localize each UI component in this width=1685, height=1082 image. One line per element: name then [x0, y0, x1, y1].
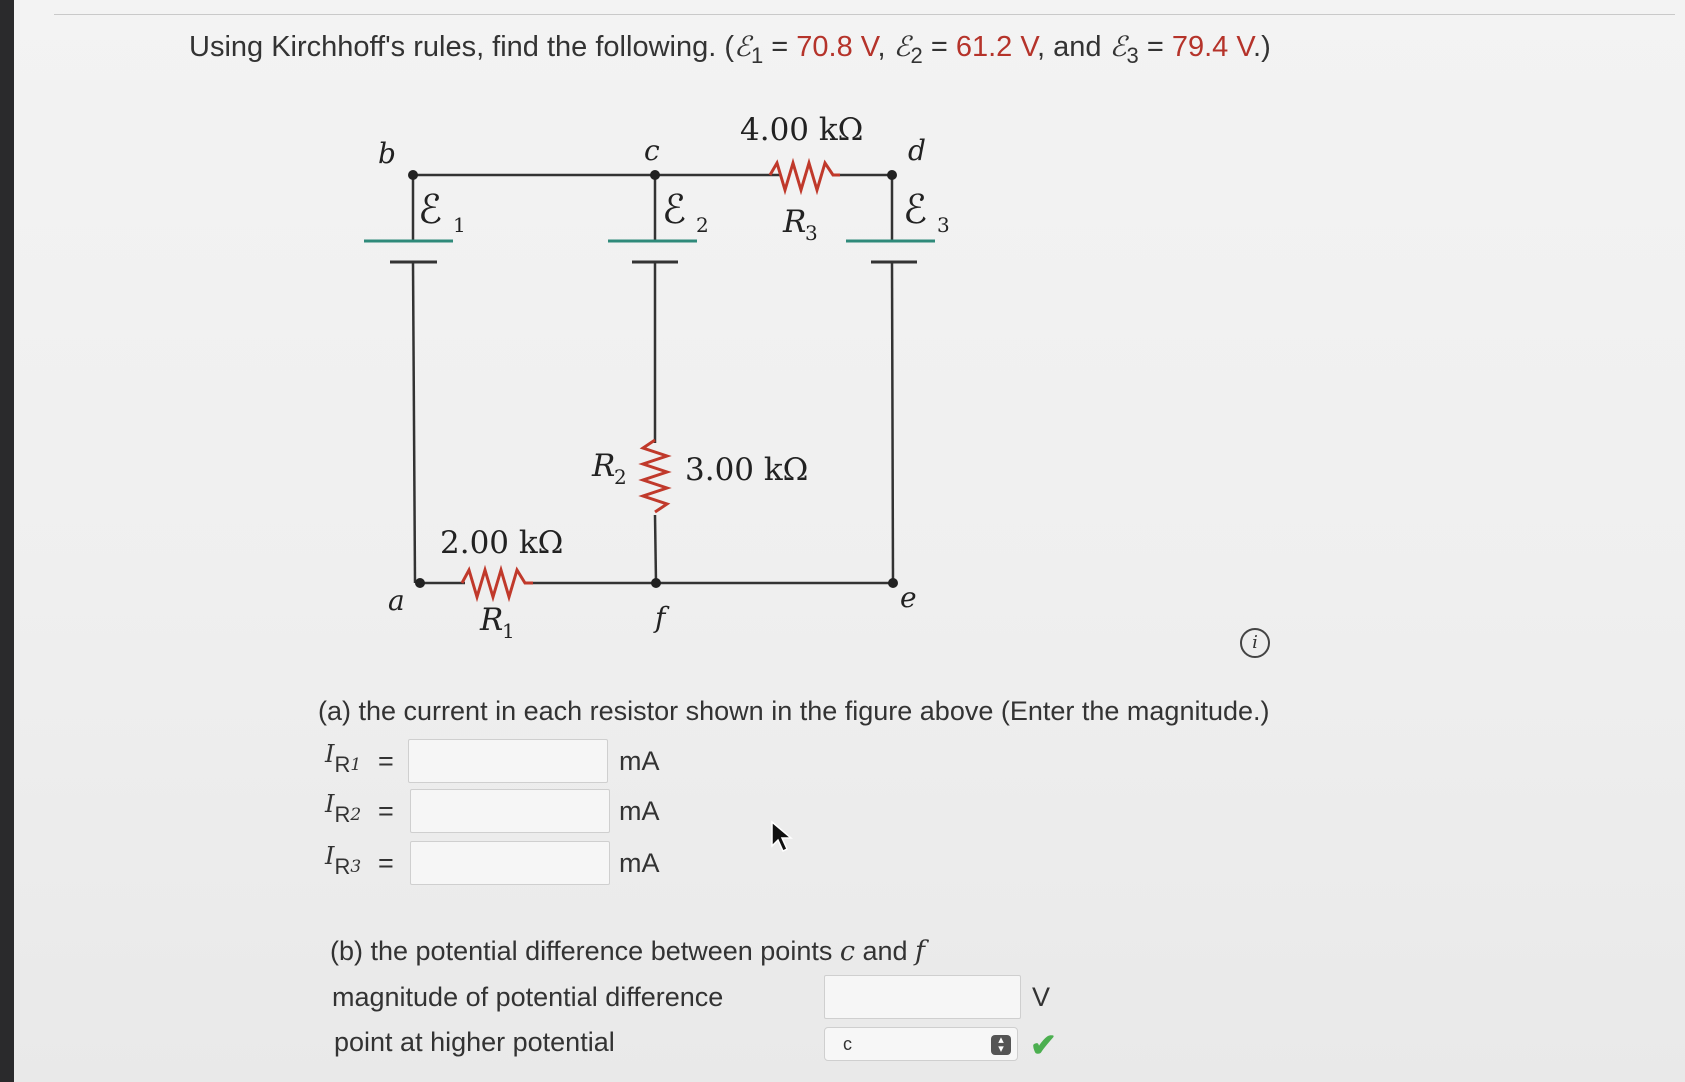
select-arrows-icon: ▴ ▾ [991, 1035, 1011, 1055]
node-label-f: f [655, 601, 666, 634]
node-label-d: d [908, 134, 926, 167]
r1-value: 2.00 kΩ [440, 525, 564, 561]
resistor-r1 [462, 570, 533, 597]
r2-sub: 2 [614, 465, 627, 489]
i-r3-equals: = [378, 848, 394, 878]
emf3-value: 79.4 V [1171, 31, 1254, 63]
emf2-label: ℰ [662, 187, 687, 233]
higher-potential-label: point at higher potential [334, 1027, 615, 1057]
r1-name: R [480, 602, 504, 638]
i-r1-equals: = [378, 746, 394, 776]
emf1-sub: 1 [453, 213, 466, 237]
higher-potential-selected: c [843, 1034, 852, 1054]
r3-value: 4.00 kΩ [740, 112, 864, 148]
emf2-sub: 2 [696, 213, 709, 237]
higher-potential-select[interactable] [824, 1027, 1018, 1061]
r3-name: R [783, 204, 807, 240]
i-r1-unit: mA [619, 746, 660, 776]
i-r1-label: $IR_1$ [325, 740, 362, 777]
wire-r2-f [655, 515, 656, 583]
info-icon[interactable]: i [1240, 628, 1270, 658]
part-a-prompt: (a) the current in each resistor shown in the figure above (Enter the magnitude.) [318, 696, 1270, 726]
mouse-cursor-icon [770, 820, 794, 854]
wire-emf3-e [892, 263, 893, 583]
node-label-c: c [644, 134, 660, 167]
i-r3-input[interactable] [410, 841, 610, 885]
node-label-e: e [900, 581, 917, 614]
i-r3-label: $IR_3$ [325, 842, 362, 879]
i-r3-unit: mA [619, 848, 660, 878]
emf1-label: ℰ [418, 187, 443, 233]
r2-name: R [592, 448, 616, 484]
resistor-r2 [643, 440, 667, 512]
node-label-a: a [388, 584, 405, 617]
circuit-wires [413, 175, 893, 583]
wire-emf1-a [413, 263, 415, 583]
part-b-prompt: (b) the potential difference between points c and f [330, 936, 926, 967]
emf3-label: ℰ [903, 187, 928, 233]
r3-sub: 3 [805, 221, 818, 245]
i-r2-equals: = [378, 796, 394, 826]
r1-sub: 1 [502, 619, 515, 643]
checkmark-icon: ✔ [1030, 1027, 1057, 1063]
magnitude-label: magnitude of potential difference [332, 982, 724, 1012]
emf1-value: 70.8 V [796, 31, 878, 63]
r2-value: 3.00 kΩ [685, 452, 809, 488]
potential-difference-input[interactable] [824, 975, 1021, 1019]
i-r2-unit: mA [619, 796, 660, 826]
emf3-sub: 3 [937, 213, 950, 237]
node-label-b: b [378, 137, 396, 170]
i-r1-input[interactable] [408, 739, 608, 783]
i-r2-input[interactable] [410, 789, 610, 833]
potential-difference-unit: V [1032, 982, 1051, 1012]
i-r2-label: $IR_2$ [325, 790, 362, 827]
question-text: Using Kirchhoff's rules, find the following. (ℰ$_1$ = 70.8 V, ℰ$_2$ = 61.2 V, and ℰ$_3$ = 79.4 V.) [189, 30, 1271, 68]
emf2-value: 61.2 V [955, 31, 1038, 63]
resistor-r3 [770, 163, 840, 190]
